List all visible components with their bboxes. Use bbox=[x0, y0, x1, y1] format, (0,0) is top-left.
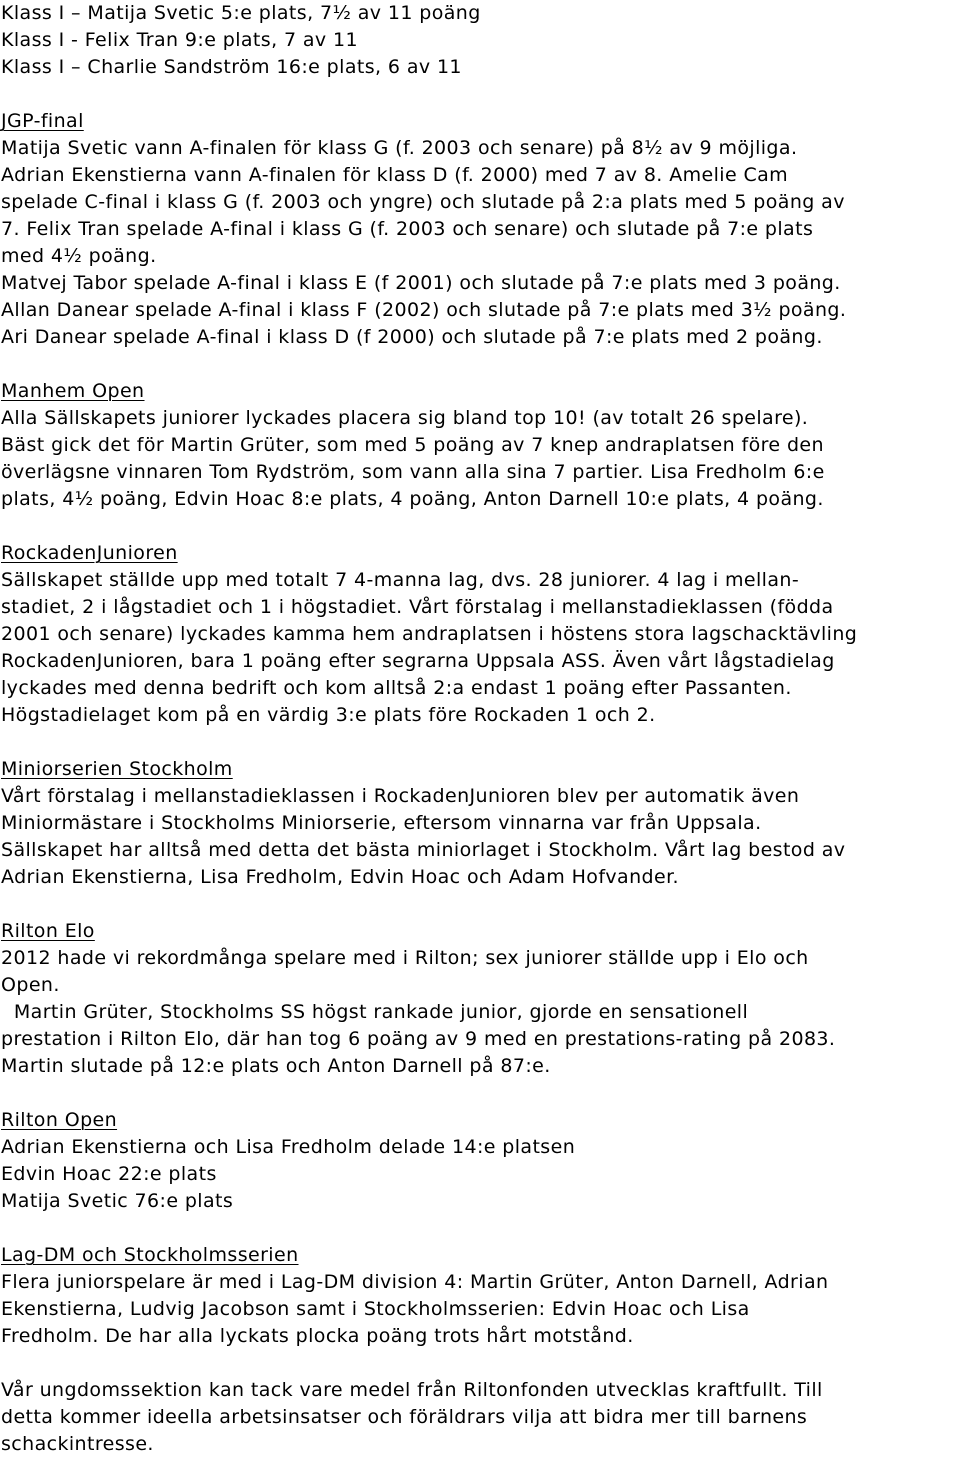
text-line: 2012 hade vi rekordmånga spelare med i Rilton; sex juniorer ställde upp i Elo och bbox=[1, 947, 809, 969]
text-line: överlägsne vinnaren Tom Rydström, som vann alla sina 7 partier. Lisa Fredholm 6:e bbox=[1, 461, 825, 483]
text-line: med 4½ poäng. bbox=[1, 245, 157, 267]
text-line: spelade C-final i klass G (f. 2003 och yngre) och slutade på 2:a plats med 5 poäng av bbox=[1, 191, 845, 213]
text-line: Klass I - Felix Tran 9:e plats, 7 av 11 bbox=[1, 29, 358, 51]
section-heading: Rilton Elo bbox=[1, 920, 95, 942]
section-rilton-open bbox=[1, 1107, 956, 1215]
section-heading: RockadenJunioren bbox=[1, 542, 178, 564]
text-line: Matija Svetic 76:e plats bbox=[1, 1190, 234, 1212]
text-line: schackintresse. bbox=[1, 1433, 154, 1455]
text-line: Adrian Ekenstierna, Lisa Fredholm, Edvin Hoac och Adam Hofvander. bbox=[1, 866, 679, 888]
section-heading: Lag-DM och Stockholmsserien bbox=[1, 1244, 299, 1266]
spacer bbox=[1, 1215, 956, 1242]
results-top bbox=[1, 0, 956, 81]
text-line: 2001 och senare) lyckades kamma hem andraplatsen i höstens stora lagschacktävling bbox=[1, 623, 858, 645]
text-line: Open. bbox=[1, 974, 60, 996]
text-line: lyckades med denna bedrift och kom alltså 2:a endast 1 poäng efter Passanten. bbox=[1, 677, 792, 699]
text-line: Högstadielaget kom på en värdig 3:e plats före Rockaden 1 och 2. bbox=[1, 704, 656, 726]
section-manhem-open bbox=[1, 378, 956, 513]
text-line: 7. Felix Tran spelade A-final i klass G (f. 2003 och senare) och slutade på 7:e plats bbox=[1, 218, 814, 240]
text-line: prestation i Rilton Elo, där han tog 6 poäng av 9 med en prestations-rating på 2083. bbox=[1, 1028, 836, 1050]
spacer bbox=[1, 1350, 956, 1377]
text-line: Martin Grüter, Stockholms SS högst rankade junior, gjorde en sensationell bbox=[1, 1001, 749, 1023]
text-line: plats, 4½ poäng, Edvin Hoac 8:e plats, 4 poäng, Anton Darnell 10:e plats, 4 poäng. bbox=[1, 488, 824, 510]
text-line: Miniormästare i Stockholms Miniorserie, eftersom vinnarna var från Uppsala. bbox=[1, 812, 762, 834]
text-line: Allan Danear spelade A-final i klass F (2002) och slutade på 7:e plats med 3½ poäng. bbox=[1, 299, 847, 321]
spacer bbox=[1, 891, 956, 918]
section-heading: Miniorserien Stockholm bbox=[1, 758, 233, 780]
spacer bbox=[1, 729, 956, 756]
text-line: Ari Danear spelade A-final i klass D (f 2000) och slutade på 7:e plats med 2 poäng. bbox=[1, 326, 823, 348]
section-rockadenjunioren bbox=[1, 540, 956, 729]
text-line: Matvej Tabor spelade A-final i klass E (f 2001) och slutade på 7:e plats med 3 poäng. bbox=[1, 272, 841, 294]
text-line: Ekenstierna, Ludvig Jacobson samt i Stockholmsserien: Edvin Hoac och Lisa bbox=[1, 1298, 750, 1320]
text-line: RockadenJunioren, bara 1 poäng efter segrarna Uppsala ASS. Även vårt lågstadielag bbox=[1, 650, 835, 672]
text-line: Klass I – Charlie Sandström 16:e plats, 6 av 11 bbox=[1, 56, 462, 78]
text-line: detta kommer ideella arbetsinsatser och föräldrars vilja att bidra mer till barnens bbox=[1, 1406, 808, 1428]
text-line: Adrian Ekenstierna vann A-finalen för klass D (f. 2000) med 7 av 8. Amelie Cam bbox=[1, 164, 789, 186]
text-line: Adrian Ekenstierna och Lisa Fredholm delade 14:e platsen bbox=[1, 1136, 576, 1158]
section-heading: Rilton Open bbox=[1, 1109, 118, 1131]
spacer bbox=[1, 81, 956, 108]
section-lag-dm bbox=[1, 1242, 956, 1350]
text-line: Martin slutade på 12:e plats och Anton Darnell på 87:e. bbox=[1, 1055, 551, 1077]
text-line: Bäst gick det för Martin Grüter, som med 5 poäng av 7 knep andraplatsen före den bbox=[1, 434, 824, 456]
text-line: Edvin Hoac 22:e plats bbox=[1, 1163, 217, 1185]
text-line: Matija Svetic vann A-finalen för klass G (f. 2003 och senare) på 8½ av 9 möjliga. bbox=[1, 137, 798, 159]
section-jgp-final bbox=[1, 108, 956, 351]
text-line: Sällskapet ställde upp med totalt 7 4-manna lag, dvs. 28 juniorer. 4 lag i mellan- bbox=[1, 569, 800, 591]
text-line: Vår ungdomssektion kan tack vare medel från Riltonfonden utvecklas kraftfullt. Till bbox=[1, 1379, 823, 1401]
spacer bbox=[1, 513, 956, 540]
text-line: Flera juniorspelare är med i Lag-DM division 4: Martin Grüter, Anton Darnell, Adrian bbox=[1, 1271, 829, 1293]
section-miniorserien bbox=[1, 756, 956, 891]
text-line: Klass I – Matija Svetic 5:e plats, 7½ av 11 poäng bbox=[1, 2, 481, 24]
spacer bbox=[1, 1080, 956, 1107]
spacer bbox=[1, 351, 956, 378]
section-heading: JGP-final bbox=[1, 110, 84, 132]
text-line: Alla Sällskapets juniorer lyckades placera sig bland top 10! (av totalt 26 spelare). bbox=[1, 407, 809, 429]
section-rilton-elo bbox=[1, 918, 956, 1080]
text-line: stadiet, 2 i lågstadiet och 1 i högstadiet. Vårt förstalag i mellanstadieklassen (födda bbox=[1, 596, 834, 618]
text-line: Fredholm. De har alla lyckats plocka poäng trots hårt motstånd. bbox=[1, 1325, 634, 1347]
section-heading: Manhem Open bbox=[1, 380, 145, 402]
text-line: Vårt förstalag i mellanstadieklassen i RockadenJunioren blev per automatik även bbox=[1, 785, 800, 807]
text-line: Sällskapet har alltså med detta det bästa miniorlaget i Stockholm. Vårt lag bestod av bbox=[1, 839, 846, 861]
